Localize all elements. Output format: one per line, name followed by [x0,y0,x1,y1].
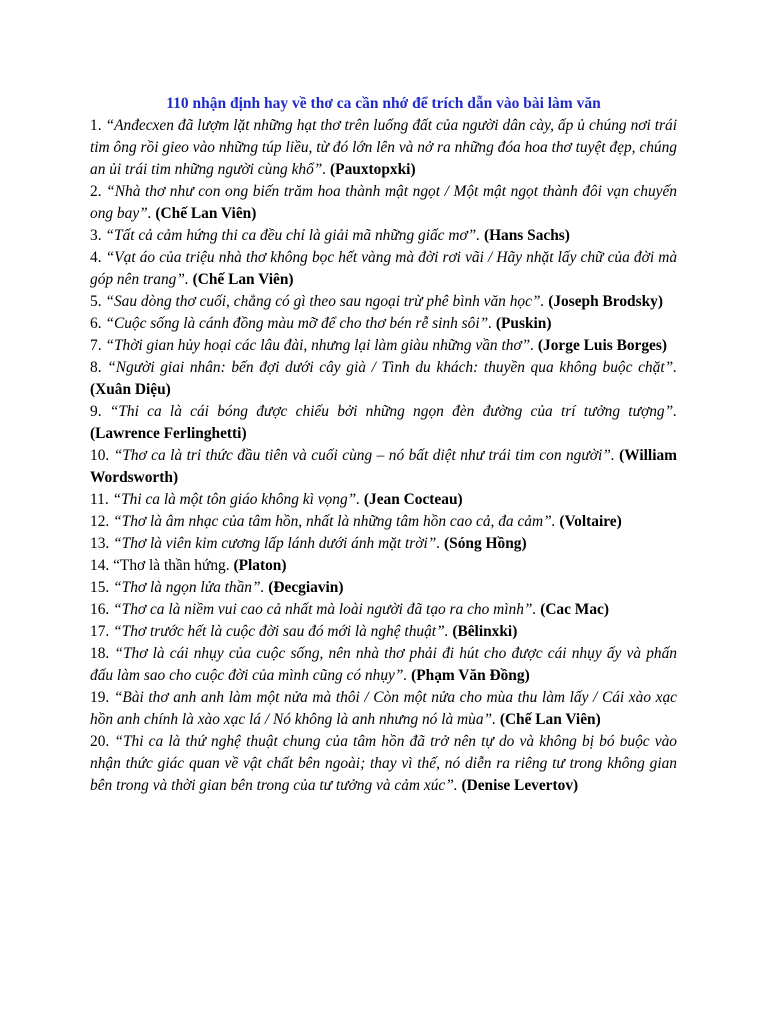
quote-number: 12. [90,513,114,530]
quote-number: 3. [90,227,106,244]
quote-item [90,181,677,225]
quote-item [90,115,677,181]
document-page [90,93,677,797]
quote-number: 9. [90,403,110,420]
quote-text: “Thi ca là thứ nghệ thuật chung của tâm hồn đã trở nên tự do và không bị bó buộc vào nhận thức giác quan về vật chất bên ngoài; thay vì thế, nó diễn ra riêng tư trong không gian bên trong và thời gian bên trong của tư tưởng và cảm xúc”. [90,733,677,794]
quote-text: “Thơ là ngọn lửa thần”. [113,579,265,596]
quote-number: 4. [90,249,106,266]
quote-author: (Jean Cocteau) [360,491,463,508]
quote-author: (Đecgiavin) [264,579,344,596]
quote-number: 20. [90,733,115,750]
quote-number: 13. [90,535,114,552]
quote-text: “Thi ca là cái bóng được chiếu bởi những ngọn đèn đường của trí tưởng tượng”. [109,403,677,420]
quote-text: “Vạt áo của triệu nhà thơ không bọc hết vàng mà đời rơi vãi / Hãy nhặt lấy chữ của đời mà góp nên trang”. [90,249,678,288]
quote-text: “Thơ là âm nhạc của tâm hồn, nhất là những tâm hồn cao cả, đa cảm”. [113,513,556,530]
quote-text: “Thi ca là một tôn giáo không kì vọng”. [112,491,361,508]
quote-item [90,291,677,313]
quote-text: “Thời gian hủy hoại các lâu đài, nhưng lại làm giàu những vần thơ”. [105,337,535,354]
quote-number: 18. [90,645,115,662]
quote-item [90,445,677,489]
quote-number: 15. [90,579,114,596]
quote-item [90,731,677,797]
quote-author: (Chế Lan Viên) [151,205,257,222]
quote-text: “Nhà thơ như con ong biến trăm hoa thành mật ngọt / Một mật ngọt thành đôi vạn chuyến ong bay”. [90,183,677,222]
quote-author: (Denise Levertov) [457,777,579,794]
quote-text: “Thơ ca là niềm vui cao cả nhất mà loài người đã tạo ra cho mình”. [113,601,537,618]
quote-item [90,533,677,555]
quote-text: “Cuộc sống là cánh đồng màu mỡ để cho thơ bén rễ sinh sôi”. [105,315,493,332]
quote-list [90,115,677,797]
quote-text: “Người giai nhân: bến đợi dưới cây già / Tình du khách: thuyền qua không buộc chặt”. [107,359,678,376]
quote-author: (Jorge Luis Borges) [534,337,668,354]
quote-author: (Chế Lan Viên) [188,271,294,288]
quote-number: 5. [90,293,106,310]
quote-text: “Anđecxen đã lượm lặt những hạt thơ trên luống đất của người dân cày, ấp ủ chúng nơi trái tim ông rồi gieo vào những túp liều, từ đó lớn lên và nở ra những đóa hoa thơ tuyệt đẹp, chúng an ủi trái tim những người cùng khổ”. [90,117,678,178]
quote-item [90,401,677,445]
quote-text: “Thơ trước hết là cuộc đời sau đó mới là nghệ thuật”. [113,623,449,640]
quote-author: (Xuân Diệu) [90,381,171,398]
quote-author: (Platon) [229,557,287,574]
quote-text: “Thơ ca là tri thức đầu tiên và cuối cùng – nó bất diệt như trái tim con người”. [113,447,615,464]
quote-item [90,599,677,621]
quote-item [90,313,677,335]
quote-item [90,225,677,247]
quote-number: 16. [90,601,114,618]
quote-item [90,687,677,731]
quote-item [90,577,677,599]
quote-author: (Sóng Hồng) [440,535,527,552]
quote-author: (Cac Mac) [536,601,609,618]
quote-author: (Bêlinxki) [448,623,518,640]
quote-author: (Joseph Brodsky) [544,293,663,310]
quote-text: “Bài thơ anh anh làm một nửa mà thôi / Còn một nửa cho mùa thu làm lấy / Cái xào xạc hồn anh chính là xào xạc lá / Nó không là anh nhưng nó là mùa”. [90,689,677,728]
quote-author: (William Wordsworth) [90,447,677,486]
quote-author: (Chế Lan Viên) [495,711,601,728]
quote-author: (Hans Sachs) [480,227,570,244]
quote-number: 6. [90,315,106,332]
quote-number: 8. [90,359,108,376]
quote-text: “Tất cả cảm hứng thi ca đều chỉ là giải mã những giấc mơ”. [105,227,481,244]
quote-item [90,357,677,401]
quote-number: 17. [90,623,114,640]
quote-text: “Thơ là cái nhụy của cuộc sống, nên nhà thơ phải đi hút cho được cái nhụy ấy và phấn đấu làm sao cho cuộc đời của mình cũng có nhụy”. [90,645,677,684]
quote-number: 14. [90,557,114,574]
quote-number: 11. [90,491,113,508]
quote-text: “Thơ là thần hứng. [113,557,230,574]
quote-item [90,335,677,357]
quote-author: (Lawrence Ferlinghetti) [90,425,247,442]
quote-item [90,511,677,533]
quote-author: (Puskin) [492,315,552,332]
quote-number: 2. [90,183,107,200]
quote-number: 1. [90,117,106,134]
quote-author: (Pauxtopxki) [326,161,416,178]
quote-number: 10. [90,447,114,464]
quote-text: “Sau dòng thơ cuối, chẳng có gì theo sau ngoại trừ phê bình văn học”. [105,293,545,310]
quote-item [90,489,677,511]
quote-item [90,555,677,577]
quote-number: 19. [90,689,114,706]
quote-author: (Voltaire) [555,513,622,530]
quote-number: 7. [90,337,106,354]
quote-author: (Phạm Văn Đồng) [407,667,530,684]
quote-item [90,621,677,643]
quote-item [90,643,677,687]
document-title: 110 nhận định hay về thơ ca cần nhớ để trích dẫn vào bài làm văn [166,95,601,112]
quote-text: “Thơ là viên kim cương lấp lánh dưới ánh mặt trời”. [113,535,441,552]
quote-item [90,247,677,291]
